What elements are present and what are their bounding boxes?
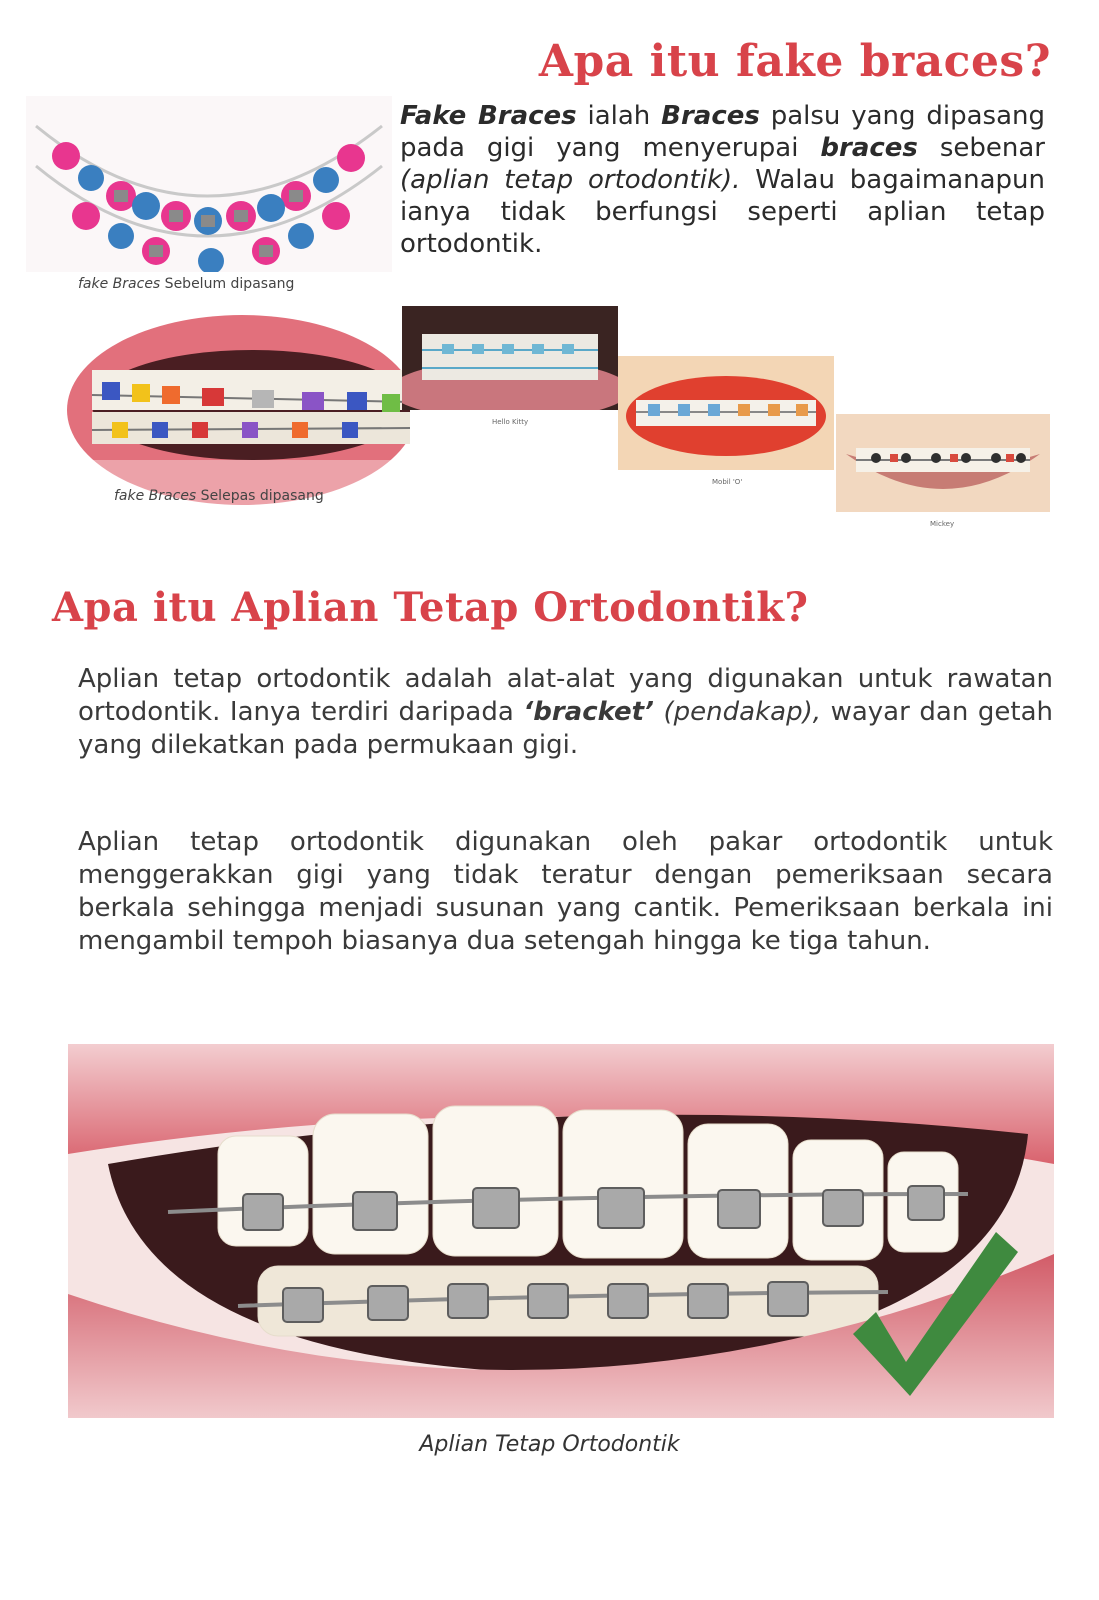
caption-after-italic: fake Braces <box>114 488 197 504</box>
section-title-aplian-tetap: Apa itu Aplian Tetap Ortodontik? <box>52 584 809 631</box>
photo-aplian-tetap-ortodontik <box>68 1044 1054 1418</box>
section-title-fake-braces: Apa itu fake braces? <box>538 36 1051 87</box>
photo-fake-braces-before <box>26 96 392 272</box>
aplian-definition-paragraph <box>78 663 1053 762</box>
fake-braces-description <box>400 100 1045 260</box>
text-segment: palsu yang dipasang pada gigi yang menyerupai <box>400 101 1045 163</box>
text-segment: Walau bagaimanapun ianya tidak berfungsi seperti aplian tetap ortodontik. <box>400 165 1046 259</box>
caption-hello-kitty: Hello Kitty <box>492 418 529 426</box>
caption-aplian-tetap: Aplian Tetap Ortodontik <box>419 1432 680 1457</box>
caption-before <box>78 276 294 292</box>
text-braces: Braces <box>661 101 760 131</box>
photo-fake-braces-after <box>42 310 410 506</box>
text-segment: Aplian tetap ortodontik adalah alat-alat yang digunakan untuk rawatan ortodontik. Ianya terdiri daripada <box>78 664 1053 727</box>
caption-after <box>114 488 324 504</box>
aplian-usage-paragraph: Aplian tetap ortodontik digunakan oleh pakar ortodontik untuk menggerakkan gigi yang tidak teratur dengan pemeriksaan secara berkala sehingga menjadi susunan yang cantik. Pemeriksaan berkala ini mengambil tempoh biasanya dua setengah hingga ke tiga tahun. <box>78 827 1053 956</box>
text-segment <box>654 697 664 727</box>
caption-mobil-o: Mobil 'O' <box>712 478 743 486</box>
caption-before-italic: fake Braces <box>78 276 161 292</box>
photo-hello-kitty-braces <box>402 306 618 410</box>
text-segment: wayar dan getah yang dilekatkan pada permukaan gigi. <box>78 697 1053 760</box>
text-braces-2: braces <box>820 133 918 163</box>
caption-before-rest: Sebelum dipasang <box>160 276 295 292</box>
caption-after-rest: Selepas dipasang <box>196 488 324 504</box>
text-fake-braces: Fake Braces <box>400 101 577 131</box>
text-bracket: ‘bracket’ <box>523 697 654 727</box>
caption-mickey: Mickey <box>930 520 955 528</box>
photo-mobil-o-braces <box>618 356 834 470</box>
text-segment: ialah <box>576 101 662 131</box>
photo-mickey-braces <box>836 414 1050 512</box>
text-aplian-italic: (aplian tetap ortodontik). <box>400 165 741 195</box>
text-pendakap: (pendakap), <box>663 697 821 727</box>
text-segment: sebenar <box>917 133 1045 163</box>
